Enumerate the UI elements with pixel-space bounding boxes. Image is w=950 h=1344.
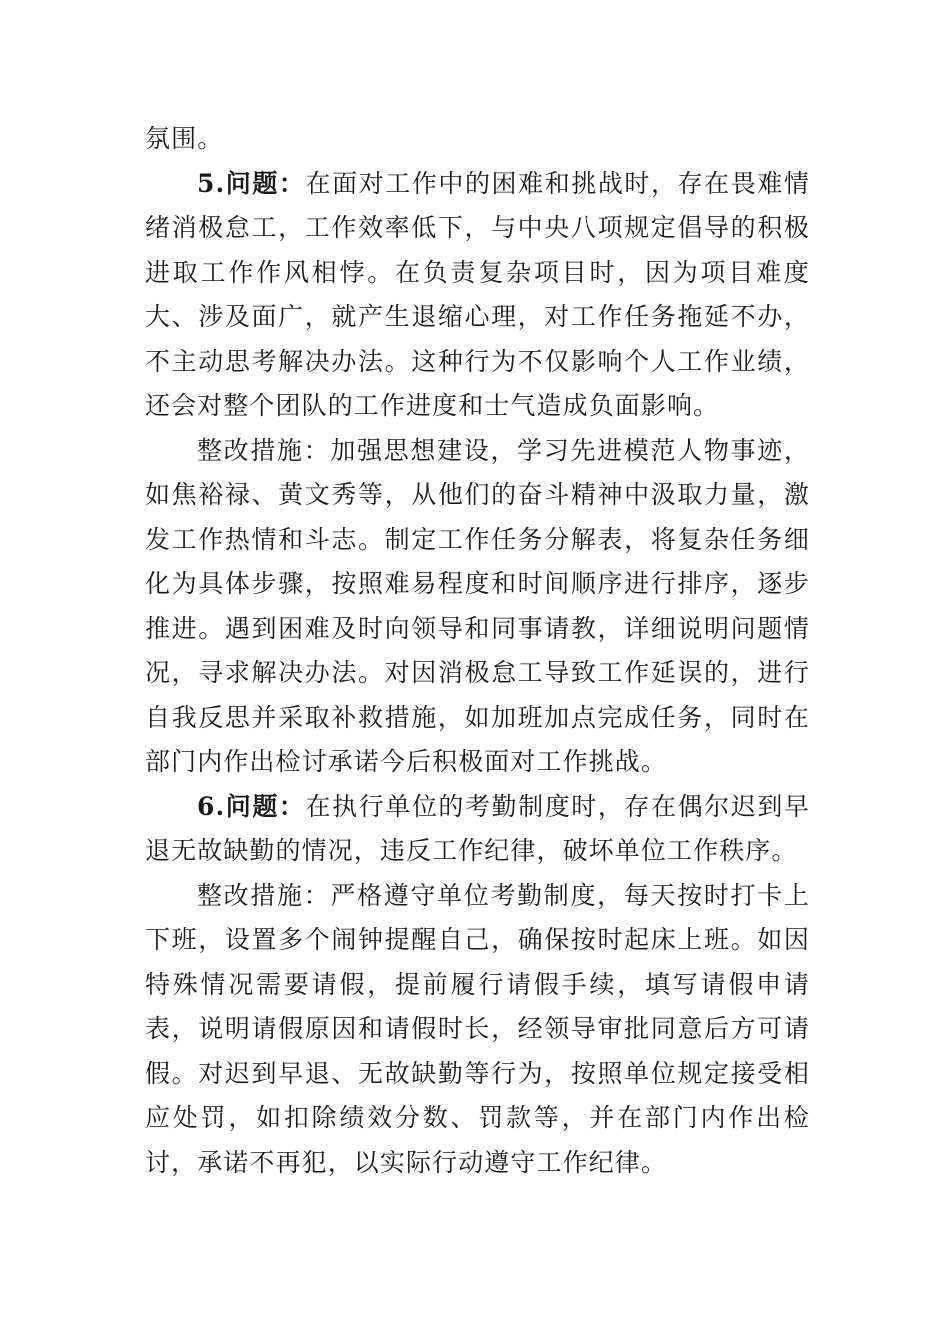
paragraph-problem-6 [145,785,810,874]
paragraph-problem-5 [145,162,810,429]
problem-6-heading: 6.问题： [197,791,306,821]
problem-5-text: 在面对工作中的困难和挑战时，存在畏难情绪消极怠工，工作效率低下，与中央八项规定倡导的积极进取工作作风相悖。在负责复杂项目时，因为项目难度大、涉及面广，就产生退缩心理，对工作任务拖延不办，不主动思考解决办法。这种行为不仅影响个人工作业绩，还会对整个团队的工作进度和士气造成负面影响。 [145,168,810,420]
paragraph-continuation [145,117,810,162]
paragraph-rectification-6 [145,874,810,1186]
paragraph-rectification-5 [145,429,810,785]
paragraph-text: 氛围。 [145,124,224,153]
rectification-6-text: 整改措施：严格遵守单位考勤制度，每天按时打卡上下班，设置多个闹钟提醒自己，确保按时起床上班。如因特殊情况需要请假，提前履行请假手续，填写请假申请表，说明请假原因和请假时长，经领导审批同意后方可请假。对迟到早退、无故缺勤等行为，按照单位规定接受相应处罚，如扣除绩效分数、罚款等，并在部门内作出检讨，承诺不再犯，以实际行动遵守工作纪律。 [145,880,810,1177]
rectification-5-text: 整改措施：加强思想建设，学习先进模范人物事迹，如焦裕禄、黄文秀等，从他们的奋斗精神中汲取力量，激发工作热情和斗志。制定工作任务分解表，将复杂任务细化为具体步骤，按照难易程度和时间顺序进行排序，逐步推进。遇到困难及时向领导和同事请教，详细说明问题情况，寻求解决办法。对因消极怠工导致工作延误的，进行自我反思并采取补救措施，如加班加点完成任务，同时在部门内作出检讨承诺今后积极面对工作挑战。 [145,435,810,776]
problem-6-text: 在执行单位的考勤制度时，存在偶尔迟到早退无故缺勤的情况，违反工作纪律，破坏单位工作秩序。 [145,791,810,865]
problem-5-heading: 5.问题： [197,168,306,198]
document-body [145,117,810,1185]
